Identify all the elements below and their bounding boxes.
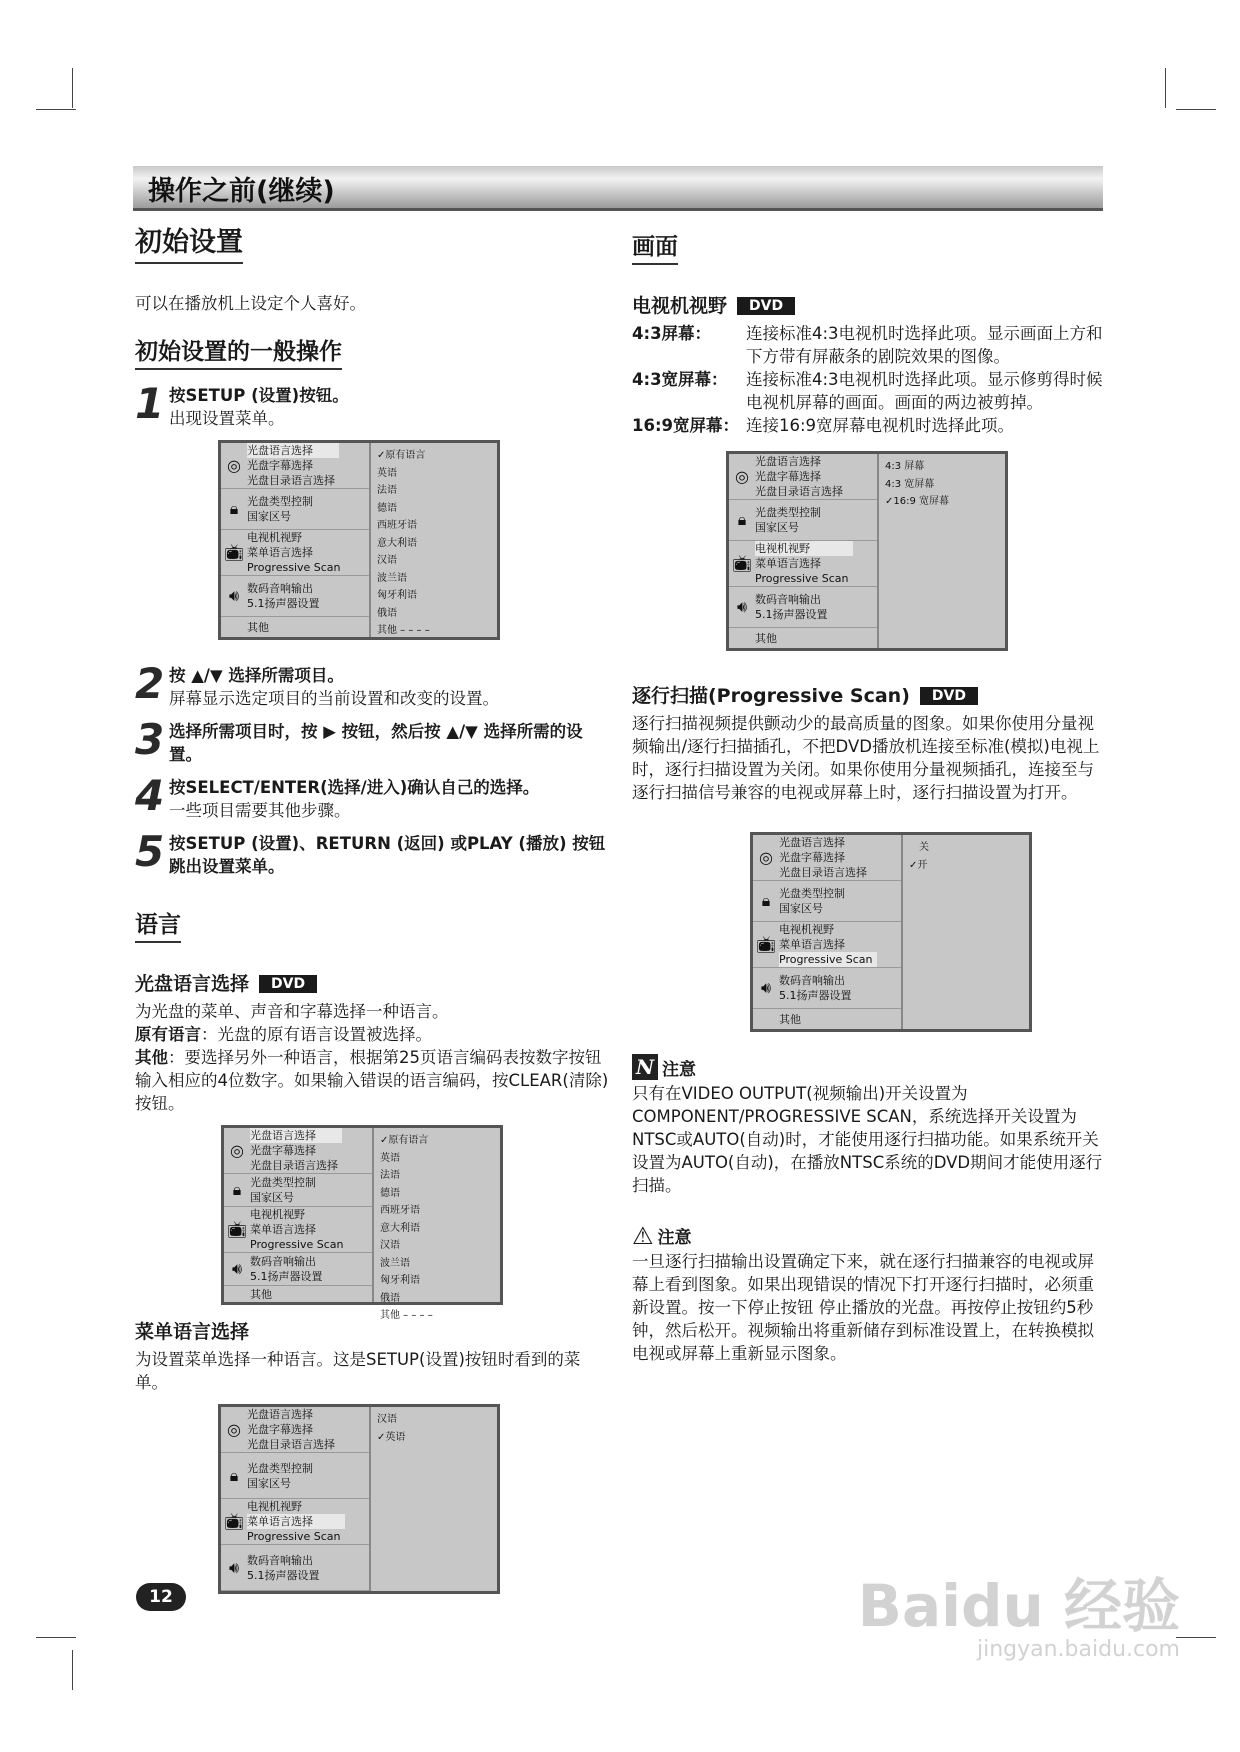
menu-option: 俄语	[377, 607, 397, 619]
menu-left-pane	[221, 1407, 371, 1591]
menu-item: 国家区号	[250, 1191, 294, 1204]
menu-option: 匈牙利语	[377, 590, 417, 601]
menu-item: 电视机视野	[247, 531, 302, 544]
menu-item: 数码音响输出	[779, 974, 845, 987]
caution-text: 一旦逐行扫描输出设置确定下来，就在逐行扫描兼容的电视或屏幕上看到图象。如果出现错误的情况下打开逐行扫描时，必须重新设置。按一下停止按钮 停止播放的光盘。再按停止按钮约5秒钟，然后松开。视频输出将重新储存到标准设置上，在转换模拟电视或屏幕上重新显示图象。	[632, 1252, 1094, 1363]
lock-icon: 🔒︎	[737, 510, 747, 529]
menu-item: 光盘目录语言选择	[247, 1438, 335, 1451]
menu-option: 俄语	[380, 1292, 400, 1304]
menu-item: 国家区号	[755, 521, 799, 534]
section-header-title: 操作之前(继续)	[148, 176, 335, 207]
menu-right-pane	[374, 1128, 500, 1321]
menu-left-pane	[224, 1128, 374, 1302]
menu-item: 光盘目录语言选择	[250, 1159, 338, 1172]
menu-group	[753, 922, 901, 968]
menu-item: 其他	[247, 620, 269, 634]
menu-item: 其他	[250, 1287, 272, 1301]
disc-language-title: 光盘语言选择 DVD	[135, 969, 610, 996]
step-main-text: 选择所需项目时，按 ▶ 按钮，然后按 ▲/▼ 选择所需的设置。	[169, 722, 583, 764]
menu-item: 光盘字幕选择	[250, 1144, 316, 1157]
step-4	[135, 771, 610, 822]
disc-language-text: 为光盘的菜单、声音和字幕选择一种语言。	[135, 1002, 449, 1021]
menu-option: 法语	[377, 485, 397, 496]
language-title: 语言	[135, 906, 181, 943]
step-2	[135, 659, 610, 710]
general-operation-title: 初始设置的一般操作	[135, 333, 342, 370]
menu-item: Progressive Scan	[247, 561, 341, 574]
menu-option: 德语	[380, 1187, 400, 1199]
menu-item: 菜单语言选择	[250, 1223, 316, 1236]
menu-option: 其他 – – – –	[380, 1310, 433, 1321]
menu-item: 光盘类型控制	[247, 1461, 313, 1475]
step-main-text: 按 ▲/▼ 选择所需项目。	[169, 666, 344, 685]
menu-item: 光盘目录语言选择	[779, 866, 867, 879]
tv-icon: 📺︎	[226, 1220, 248, 1239]
menu-item: 国家区号	[247, 510, 291, 523]
step-1	[135, 379, 610, 430]
tv-icon: 📺︎	[223, 543, 245, 562]
crop-mark	[72, 68, 73, 108]
menu-group	[221, 576, 369, 617]
menu-right-pane	[879, 454, 1005, 648]
menu-item: 光盘语言选择	[247, 1408, 313, 1421]
step-5	[135, 827, 610, 878]
left-column	[135, 218, 610, 1604]
speaker-icon: 🔊︎	[760, 978, 772, 997]
menu-item: 光盘语言选择	[250, 1128, 342, 1143]
menu-option: 波兰语	[377, 572, 407, 584]
menu-item: 数码音响输出	[250, 1255, 316, 1268]
progressive-scan-menu-screenshot	[750, 832, 1032, 1032]
menu-option: 匈牙利语	[380, 1275, 420, 1286]
menu-item: 光盘类型控制	[250, 1176, 316, 1189]
menu-item: 光盘目录语言选择	[755, 485, 843, 498]
menu-option: 西班牙语	[380, 1205, 420, 1216]
menu-option: 4:3 宽屏幕	[885, 478, 935, 490]
menu-group	[221, 1499, 369, 1545]
menu-right-pane	[903, 835, 1029, 1029]
menu-group	[221, 443, 369, 489]
dvd-badge: DVD	[737, 297, 795, 315]
crop-mark	[36, 1637, 76, 1638]
speaker-icon: 🔊︎	[736, 597, 748, 616]
step-number: 1	[135, 379, 165, 428]
menu-group	[221, 1453, 369, 1499]
lock-icon: 🔒︎	[761, 891, 771, 910]
menu-item: 5.1扬声器设置	[247, 597, 320, 610]
step-sub-text: 屏幕显示选定项目的当前设置和改变的设置。	[169, 689, 499, 708]
menu-group	[224, 1128, 372, 1174]
menu-item: 5.1扬声器设置	[755, 608, 828, 621]
menu-left-pane	[729, 454, 879, 648]
menu-option: 汉语	[377, 1414, 397, 1425]
intro-text: 可以在播放机上设定个人喜好。	[135, 294, 366, 313]
menu-option: ✓原有语言	[380, 1135, 429, 1146]
speaker-icon: 🔊︎	[231, 1259, 243, 1278]
menu-group	[221, 617, 369, 637]
menu-option: 英语	[377, 467, 397, 479]
menu-group	[729, 541, 877, 587]
step-sub-text: 一些项目需要其他步骤。	[169, 801, 351, 820]
dvd-badge: DVD	[259, 975, 317, 993]
note-heading: N 注意	[632, 1054, 1107, 1080]
aspect-option-row: 4:3宽屏幕： 连接标准4:3电视机时选择此项。显示修剪得时候电视机屏幕的画面。画面的两边被剪掉。	[632, 370, 1103, 412]
crop-mark	[36, 109, 76, 110]
menu-item: 菜单语言选择	[247, 546, 313, 559]
menu-item: 菜单语言选择	[779, 938, 845, 951]
menu-option: 西班牙语	[377, 520, 417, 531]
progressive-scan-text: 逐行扫描视频提供颤动少的最高质量的图象。如果你使用分量视频输出/逐行扫描插孔，不把DVD播放机连接至标准(模拟)电视上时，逐行扫描设置为关闭。如果你使用分量视频插孔，连接至与逐行扫描信号兼容的电视或屏幕上时，逐行扫描设置为打开。	[632, 714, 1100, 802]
step-number: 2	[135, 659, 165, 708]
menu-item: 国家区号	[247, 1476, 291, 1490]
menu-option: ✓开	[909, 859, 928, 871]
menu-option: 英语	[380, 1152, 400, 1164]
note-icon: N	[632, 1054, 658, 1080]
step-main-text: 按SETUP (设置)、RETURN (返回) 或PLAY (播放) 按钮跳出设置菜单。	[169, 834, 606, 876]
picture-title: 画面	[632, 228, 678, 265]
menu-group	[224, 1207, 372, 1253]
menu-group	[729, 628, 877, 648]
tv-icon: 📺︎	[755, 935, 777, 954]
menu-item: 国家区号	[779, 902, 823, 915]
crop-mark	[1176, 1637, 1216, 1638]
menu-item: 菜单语言选择	[755, 557, 821, 570]
caution-heading: ⚠ 注意	[632, 1221, 692, 1250]
menu-item: 光盘字幕选择	[247, 459, 313, 472]
crop-mark	[1165, 68, 1166, 108]
crop-mark	[72, 1650, 73, 1690]
menu-item: 光盘语言选择	[247, 443, 339, 458]
other-language-text: 其他：要选择另外一种语言，根据第25页语言编码表按数字按钮输入相应的4位数字。如果输入错误的语言编码，按CLEAR(清除)按钮。	[135, 1048, 609, 1113]
step-number: 4	[135, 771, 165, 820]
lock-icon: 🔒︎	[229, 499, 239, 518]
menu-option: 关	[919, 842, 929, 853]
menu-group	[729, 454, 877, 500]
menu-group	[221, 489, 369, 530]
speaker-icon: 🔊︎	[228, 1557, 240, 1577]
menu-option: 法语	[380, 1170, 400, 1181]
menu-item: 5.1扬声器设置	[247, 1568, 320, 1582]
menu-item: 数码音响输出	[247, 1553, 313, 1567]
lock-icon: 🔒︎	[229, 1465, 239, 1485]
disc-icon: ◎	[230, 1141, 244, 1160]
menu-item: 数码音响输出	[247, 582, 313, 595]
menu-right-pane	[371, 443, 497, 637]
menu-group	[221, 1407, 369, 1453]
warning-icon: ⚠	[632, 1221, 654, 1250]
menu-option: ✓英语	[377, 1431, 406, 1443]
menu-group	[729, 587, 877, 628]
section-header	[133, 166, 1103, 211]
step-3	[135, 715, 610, 766]
menu-item: 其他	[779, 1012, 801, 1026]
menu-group	[224, 1174, 372, 1207]
right-column	[632, 218, 1107, 1365]
menu-group	[224, 1253, 372, 1286]
menu-item: Progressive Scan	[755, 572, 849, 585]
menu-group	[224, 1286, 372, 1302]
disc-icon: ◎	[227, 1420, 241, 1439]
page-number: 12	[136, 1583, 186, 1611]
disc-icon: ◎	[227, 456, 241, 475]
menu-item: Progressive Scan	[250, 1238, 344, 1251]
menu-item: 5.1扬声器设置	[779, 989, 852, 1002]
menu-group	[753, 1009, 901, 1029]
menu-left-pane	[221, 443, 371, 637]
menu-group	[221, 530, 369, 576]
menu-option: 意大利语	[377, 537, 417, 549]
language-menu-screenshot	[221, 1125, 503, 1321]
aspect-option-row: 4:3屏幕： 连接标准4:3电视机时选择此项。显示画面上方和下方带有屏蔽条的剧院效果的图像。	[632, 324, 1103, 366]
menu-item: Progressive Scan	[247, 1530, 341, 1543]
watermark-logo: Baidu 经验	[857, 1572, 1180, 1640]
menu-item: 电视机视野	[250, 1208, 305, 1221]
watermark	[857, 1572, 1180, 1663]
menu-option: 其他 – – – –	[377, 625, 430, 636]
menu-item: Progressive Scan	[779, 952, 877, 967]
watermark-url: jingyan.baidu.com	[976, 1637, 1180, 1662]
menu-item: 光盘语言选择	[755, 455, 821, 468]
menu-option: 意大利语	[380, 1222, 420, 1234]
menu-option: ✓原有语言	[377, 450, 426, 461]
menu-item: 数码音响输出	[755, 593, 821, 606]
original-language-text: 原有语言：光盘的原有语言设置被选择。	[135, 1025, 432, 1044]
menu-option: 汉语	[377, 555, 397, 566]
tv-aspect-title: 电视机视野 DVD	[632, 291, 1107, 318]
menu-group	[753, 835, 901, 881]
menu-language-screenshot	[218, 1404, 500, 1594]
menu-item: 光盘类型控制	[779, 887, 845, 900]
dvd-badge: DVD	[920, 687, 978, 705]
step-sub-text: 出现设置菜单。	[169, 409, 285, 428]
lock-icon: 🔒︎	[232, 1180, 242, 1199]
menu-item: 菜单语言选择	[247, 1514, 345, 1529]
menu-item: 光盘字幕选择	[247, 1423, 313, 1436]
aspect-option-row: 16:9宽屏幕： 连接16:9宽屏幕电视机时选择此项。	[632, 416, 1015, 435]
menu-item: 光盘目录语言选择	[247, 474, 335, 487]
tv-aspect-menu-screenshot	[726, 451, 1008, 651]
menu-item: 光盘类型控制	[755, 506, 821, 519]
menu-item: 光盘字幕选择	[755, 470, 821, 483]
note-text: 只有在VIDEO OUTPUT(视频输出)开关设置为COMPONENT/PROGRESSIVE SCAN，系统选择开关设置为NTSC或AUTO(自动)时，才能使用逐行扫描功能。如果系统开关设置为AUTO(自动)，在播放NTSC系统的DVD期间才能使用逐行扫描。	[632, 1084, 1103, 1195]
tv-icon: 📺︎	[731, 554, 753, 573]
menu-group	[729, 500, 877, 541]
menu-option: 4:3 屏幕	[885, 461, 925, 472]
menu-option: 德语	[377, 502, 397, 514]
menu-option: ✓16:9 宽屏幕	[885, 496, 950, 507]
disc-icon: ◎	[759, 848, 773, 867]
menu-option: 汉语	[380, 1240, 400, 1251]
menu-item: 电视机视野	[247, 1500, 302, 1513]
initial-setup-title: 初始设置	[135, 226, 243, 264]
speaker-icon: 🔊︎	[228, 586, 240, 605]
menu-item: 电视机视野	[755, 541, 853, 556]
tv-icon: 📺︎	[223, 1512, 245, 1531]
menu-group	[753, 881, 901, 922]
step-main-text: 按SELECT/ENTER(选择/进入)确认自己的选择。	[169, 778, 540, 797]
step-number: 3	[135, 715, 165, 764]
menu-item: 光盘字幕选择	[779, 851, 845, 864]
menu-option: 波兰语	[380, 1257, 410, 1269]
menu-left-pane	[753, 835, 903, 1029]
menu-group	[221, 1545, 369, 1591]
step-main-text: 按SETUP (设置)按钮。	[169, 386, 349, 405]
menu-item: 电视机视野	[779, 923, 834, 936]
progressive-scan-title: 逐行扫描(Progressive Scan) DVD	[632, 681, 1107, 708]
menu-group	[753, 968, 901, 1009]
menu-item: 光盘语言选择	[779, 836, 845, 849]
menu-item: 5.1扬声器设置	[250, 1270, 323, 1283]
crop-mark	[1176, 109, 1216, 110]
disc-icon: ◎	[735, 467, 749, 486]
menu-item: 光盘类型控制	[247, 495, 313, 508]
menu-language-title: 菜单语言选择	[135, 1321, 250, 1343]
menu-language-text: 为设置菜单选择一种语言。这是SETUP(设置)按钮时看到的菜单。	[135, 1350, 581, 1392]
menu-item: 其他	[755, 631, 777, 645]
setup-menu-screenshot	[218, 440, 500, 640]
menu-right-pane	[371, 1407, 497, 1591]
step-number: 5	[135, 827, 165, 876]
